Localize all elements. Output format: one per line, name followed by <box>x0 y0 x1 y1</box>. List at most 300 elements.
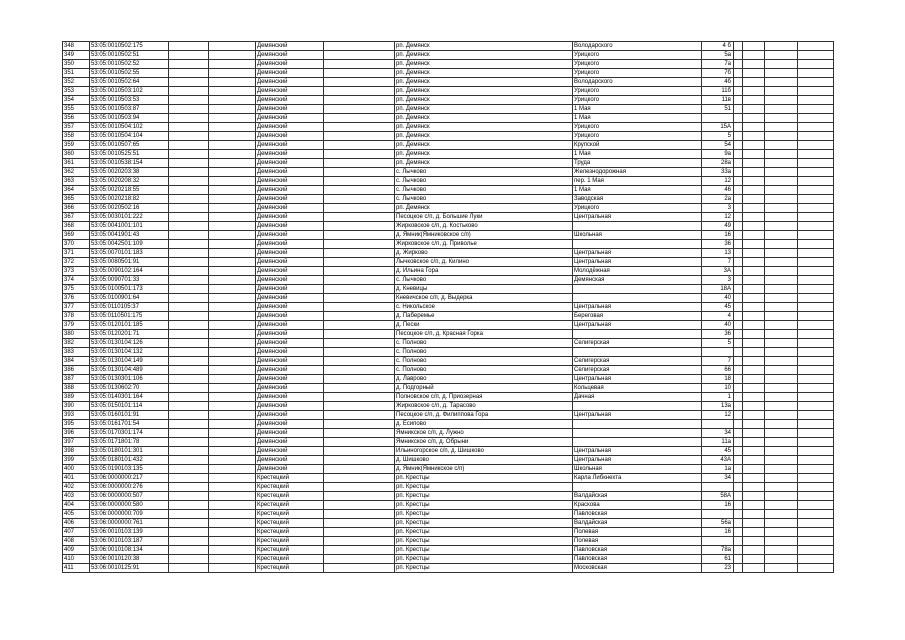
empty-cell <box>765 105 798 114</box>
house-number-cell <box>702 537 734 546</box>
district-cell: Демянский <box>256 159 324 168</box>
empty-cell <box>209 177 256 186</box>
table-row <box>63 276 834 285</box>
empty-cell <box>324 294 395 303</box>
empty-cell <box>798 492 834 501</box>
empty-cell <box>743 141 765 150</box>
empty-cell <box>765 123 798 132</box>
district-cell: Демянский <box>256 150 324 159</box>
empty-cell <box>765 330 798 339</box>
locality-cell: д. Кневицы <box>395 285 573 294</box>
empty-cell <box>734 159 743 168</box>
empty-cell <box>798 537 834 546</box>
table-row <box>63 168 834 177</box>
district-cell: Демянский <box>256 42 324 51</box>
cadastral-number-cell: 53:05:0110105:37 <box>90 303 169 312</box>
empty-cell <box>169 537 209 546</box>
empty-cell <box>743 555 765 564</box>
row-number-cell: 366 <box>63 204 90 213</box>
cadastral-number-cell: 53:05:0120201:71 <box>90 330 169 339</box>
empty-cell <box>209 492 256 501</box>
district-cell: Крестецкий <box>256 564 324 573</box>
empty-cell <box>798 456 834 465</box>
house-number-cell <box>702 420 734 429</box>
empty-cell <box>324 42 395 51</box>
empty-cell <box>734 168 743 177</box>
row-number-cell: 401 <box>63 474 90 483</box>
locality-cell: д. Паберемье <box>395 312 573 321</box>
empty-cell <box>765 402 798 411</box>
empty-cell <box>324 321 395 330</box>
table-row <box>63 537 834 546</box>
cadastral-number-cell: 53:05:0010503:102 <box>90 87 169 96</box>
empty-cell <box>743 465 765 474</box>
empty-cell <box>324 195 395 204</box>
empty-cell <box>743 564 765 573</box>
row-number-cell: 384 <box>63 357 90 366</box>
empty-cell <box>169 357 209 366</box>
empty-cell <box>169 105 209 114</box>
locality-cell: рп. Демянск <box>395 123 573 132</box>
empty-cell <box>734 537 743 546</box>
empty-cell <box>209 321 256 330</box>
empty-cell <box>743 438 765 447</box>
house-number-cell: 5 <box>702 132 734 141</box>
empty-cell <box>169 78 209 87</box>
locality-cell: Жирковское с/п, д. Костьково <box>395 222 573 231</box>
empty-cell <box>169 519 209 528</box>
empty-cell <box>765 519 798 528</box>
cadastral-number-cell: 53:05:0170301:174 <box>90 429 169 438</box>
row-number-cell: 353 <box>63 87 90 96</box>
cadastral-number-cell: 53:05:0010507:65 <box>90 141 169 150</box>
house-number-cell: 16 <box>702 231 734 240</box>
empty-cell <box>209 123 256 132</box>
row-number-cell: 404 <box>63 501 90 510</box>
empty-cell <box>324 150 395 159</box>
row-number-cell: 365 <box>63 195 90 204</box>
empty-cell <box>324 303 395 312</box>
district-cell: Демянский <box>256 420 324 429</box>
house-number-cell: 12 <box>702 213 734 222</box>
row-number-cell: 352 <box>63 78 90 87</box>
empty-cell <box>765 357 798 366</box>
locality-cell: д. Пески <box>395 321 573 330</box>
street-cell: Центральная <box>573 303 702 312</box>
empty-cell <box>324 483 395 492</box>
house-number-cell: 36 <box>702 240 734 249</box>
empty-cell <box>798 258 834 267</box>
empty-cell <box>765 375 798 384</box>
table-row <box>63 249 834 258</box>
district-cell: Крестецкий <box>256 474 324 483</box>
locality-cell: с. Лычково <box>395 177 573 186</box>
house-number-cell: 45 <box>702 303 734 312</box>
empty-cell <box>798 339 834 348</box>
house-number-cell: 3 <box>702 276 734 285</box>
street-cell: Заводская <box>573 195 702 204</box>
cadastral-number-cell: 53:05:0010525:51 <box>90 150 169 159</box>
cadastral-number-cell: 53:05:0110501:175 <box>90 312 169 321</box>
empty-cell <box>209 78 256 87</box>
empty-cell <box>209 141 256 150</box>
empty-cell <box>169 60 209 69</box>
table-row <box>63 528 834 537</box>
empty-cell <box>765 96 798 105</box>
empty-cell <box>209 501 256 510</box>
empty-cell <box>324 537 395 546</box>
empty-cell <box>765 339 798 348</box>
empty-cell <box>765 429 798 438</box>
locality-cell: Лычковское с/п, д. Килино <box>395 258 573 267</box>
street-cell: Володарского <box>573 42 702 51</box>
empty-cell <box>209 330 256 339</box>
empty-cell <box>798 195 834 204</box>
locality-cell: Ильиногорское с/п, д. Шишково <box>395 447 573 456</box>
cadastral-number-cell: 53:05:0010502:55 <box>90 69 169 78</box>
locality-cell: Полновское с/п, д. Приозерная <box>395 393 573 402</box>
empty-cell <box>734 546 743 555</box>
locality-cell: рп. Крестцы <box>395 483 573 492</box>
street-cell: Урицкого <box>573 123 702 132</box>
empty-cell <box>209 150 256 159</box>
district-cell: Демянский <box>256 276 324 285</box>
street-cell: Полевая <box>573 528 702 537</box>
empty-cell <box>765 114 798 123</box>
street-cell: 1 Мая <box>573 114 702 123</box>
locality-cell: с. Лычково <box>395 195 573 204</box>
empty-cell <box>734 141 743 150</box>
house-number-cell: 13а <box>702 402 734 411</box>
empty-cell <box>734 204 743 213</box>
empty-cell <box>734 267 743 276</box>
house-number-cell: 61 <box>702 555 734 564</box>
empty-cell <box>324 528 395 537</box>
empty-cell <box>765 213 798 222</box>
table-row <box>63 510 834 519</box>
table-row <box>63 213 834 222</box>
table-row <box>63 294 834 303</box>
empty-cell <box>798 357 834 366</box>
locality-cell: рп. Демянск <box>395 42 573 51</box>
street-cell <box>573 429 702 438</box>
empty-cell <box>169 375 209 384</box>
cadastral-number-cell: 53:06:0000000:709 <box>90 510 169 519</box>
locality-cell: Песоцкое с/п, д. Филиппова Гора <box>395 411 573 420</box>
empty-cell <box>169 555 209 564</box>
empty-cell <box>765 366 798 375</box>
empty-cell <box>765 141 798 150</box>
cadastral-number-cell: 53:06:0010108:134 <box>90 546 169 555</box>
house-number-cell: 13 <box>702 249 734 258</box>
empty-cell <box>765 303 798 312</box>
cadastral-number-cell: 53:05:0100901:64 <box>90 294 169 303</box>
row-number-cell: 387 <box>63 375 90 384</box>
empty-cell <box>209 312 256 321</box>
empty-cell <box>324 159 395 168</box>
empty-cell <box>743 528 765 537</box>
empty-cell <box>169 249 209 258</box>
street-cell: Школьная <box>573 231 702 240</box>
empty-cell <box>169 114 209 123</box>
empty-cell <box>734 285 743 294</box>
locality-cell: рп. Демянск <box>395 132 573 141</box>
table-row <box>63 42 834 51</box>
empty-cell <box>209 276 256 285</box>
empty-cell <box>169 51 209 60</box>
empty-cell <box>798 393 834 402</box>
empty-cell <box>324 384 395 393</box>
empty-cell <box>734 465 743 474</box>
table-row <box>63 348 834 357</box>
cadastral-number-cell: 53:05:0190103:135 <box>90 465 169 474</box>
table-row <box>63 60 834 69</box>
locality-cell: Жирковское с/п, д. Тарасово <box>395 402 573 411</box>
empty-cell <box>798 231 834 240</box>
empty-cell <box>324 519 395 528</box>
cadastral-number-cell: 53:05:0010502:52 <box>90 60 169 69</box>
locality-cell: Песоцкое с/п, д. Большие Луки <box>395 213 573 222</box>
empty-cell <box>743 429 765 438</box>
empty-cell <box>734 393 743 402</box>
locality-cell: рп. Демянск <box>395 60 573 69</box>
empty-cell <box>743 78 765 87</box>
empty-cell <box>743 105 765 114</box>
street-cell: Железнодорожная <box>573 168 702 177</box>
empty-cell <box>743 519 765 528</box>
empty-cell <box>743 204 765 213</box>
house-number-cell: 7 <box>702 258 734 267</box>
row-number-cell: 411 <box>63 564 90 573</box>
empty-cell <box>209 249 256 258</box>
empty-cell <box>209 69 256 78</box>
street-cell: Селигерская <box>573 339 702 348</box>
empty-cell <box>209 285 256 294</box>
empty-cell <box>734 51 743 60</box>
cadastral-number-cell: 53:05:0010502:175 <box>90 42 169 51</box>
street-cell: Валдайская <box>573 519 702 528</box>
table-row <box>63 231 834 240</box>
empty-cell <box>765 87 798 96</box>
empty-cell <box>209 519 256 528</box>
district-cell: Демянский <box>256 222 324 231</box>
empty-cell <box>743 240 765 249</box>
empty-cell <box>765 186 798 195</box>
empty-cell <box>798 303 834 312</box>
house-number-cell: 46 <box>702 186 734 195</box>
empty-cell <box>743 357 765 366</box>
empty-cell <box>734 231 743 240</box>
empty-cell <box>169 411 209 420</box>
table-row <box>63 285 834 294</box>
empty-cell <box>209 384 256 393</box>
district-cell: Демянский <box>256 339 324 348</box>
house-number-cell: 3 <box>702 204 734 213</box>
table-row <box>63 177 834 186</box>
street-cell <box>573 330 702 339</box>
table-row <box>63 555 834 564</box>
locality-cell: д. Шишково <box>395 456 573 465</box>
empty-cell <box>324 393 395 402</box>
cadastral-number-cell: 53:05:0042501:109 <box>90 240 169 249</box>
empty-cell <box>734 105 743 114</box>
empty-cell <box>169 141 209 150</box>
street-cell: Урицкого <box>573 96 702 105</box>
street-cell: Школьная <box>573 465 702 474</box>
cadastral-number-cell: 53:05:0030101:222 <box>90 213 169 222</box>
empty-cell <box>765 204 798 213</box>
empty-cell <box>798 177 834 186</box>
empty-cell <box>798 267 834 276</box>
cadastral-number-cell: 53:06:0000000:507 <box>90 492 169 501</box>
row-number-cell: 373 <box>63 267 90 276</box>
empty-cell <box>798 60 834 69</box>
street-cell: Селигерская <box>573 366 702 375</box>
empty-cell <box>743 168 765 177</box>
locality-cell: рп. Демянск <box>395 204 573 213</box>
empty-cell <box>798 465 834 474</box>
house-number-cell: 3А <box>702 267 734 276</box>
locality-cell: рп. Крестцы <box>395 501 573 510</box>
street-cell: 1 Мая <box>573 186 702 195</box>
empty-cell <box>209 357 256 366</box>
district-cell: Крестецкий <box>256 519 324 528</box>
street-cell: Демянская <box>573 276 702 285</box>
empty-cell <box>798 69 834 78</box>
empty-cell <box>169 492 209 501</box>
street-cell: Центральная <box>573 321 702 330</box>
locality-cell: Ямникское с/п, д. Обрыни <box>395 438 573 447</box>
empty-cell <box>765 60 798 69</box>
district-cell: Демянский <box>256 366 324 375</box>
empty-cell <box>209 375 256 384</box>
house-number-cell: 66 <box>702 366 734 375</box>
empty-cell <box>209 465 256 474</box>
empty-cell <box>324 87 395 96</box>
empty-cell <box>743 321 765 330</box>
empty-cell <box>765 51 798 60</box>
row-number-cell: 402 <box>63 483 90 492</box>
table-row <box>63 339 834 348</box>
empty-cell <box>765 132 798 141</box>
house-number-cell: 40 <box>702 321 734 330</box>
empty-cell <box>209 159 256 168</box>
empty-cell <box>324 60 395 69</box>
empty-cell <box>209 294 256 303</box>
empty-cell <box>169 402 209 411</box>
empty-cell <box>169 276 209 285</box>
empty-cell <box>324 555 395 564</box>
empty-cell <box>734 438 743 447</box>
empty-cell <box>209 96 256 105</box>
spreadsheet <box>62 41 833 573</box>
empty-cell <box>743 294 765 303</box>
locality-cell: рп. Демянск <box>395 114 573 123</box>
empty-cell <box>734 501 743 510</box>
empty-cell <box>169 312 209 321</box>
empty-cell <box>765 150 798 159</box>
district-cell: Демянский <box>256 411 324 420</box>
empty-cell <box>798 285 834 294</box>
district-cell: Демянский <box>256 213 324 222</box>
street-cell: 1 Мая <box>573 105 702 114</box>
empty-cell <box>798 312 834 321</box>
empty-cell <box>743 258 765 267</box>
house-number-cell: 45 <box>702 447 734 456</box>
row-number-cell: 388 <box>63 384 90 393</box>
empty-cell <box>169 87 209 96</box>
empty-cell <box>324 132 395 141</box>
cadastral-number-cell: 53:05:0020502:16 <box>90 204 169 213</box>
empty-cell <box>734 357 743 366</box>
locality-cell: Кневичское с/п, д. Выдерка <box>395 294 573 303</box>
empty-cell <box>169 384 209 393</box>
cadastral-number-cell: 53:05:0010504:102 <box>90 123 169 132</box>
empty-cell <box>743 285 765 294</box>
empty-cell <box>169 456 209 465</box>
empty-cell <box>169 321 209 330</box>
locality-cell: рп. Крестцы <box>395 474 573 483</box>
cadastral-number-cell: 53:05:0010503:53 <box>90 96 169 105</box>
locality-cell: рп. Крестцы <box>395 519 573 528</box>
empty-cell <box>798 402 834 411</box>
row-number-cell: 378 <box>63 312 90 321</box>
empty-cell <box>209 42 256 51</box>
empty-cell <box>169 69 209 78</box>
empty-cell <box>798 123 834 132</box>
empty-cell <box>798 132 834 141</box>
street-cell <box>573 240 702 249</box>
empty-cell <box>765 348 798 357</box>
street-cell: Володарского <box>573 78 702 87</box>
locality-cell: с. Лычково <box>395 168 573 177</box>
empty-cell <box>798 510 834 519</box>
empty-cell <box>734 114 743 123</box>
empty-cell <box>169 420 209 429</box>
street-cell: Центральная <box>573 456 702 465</box>
row-number-cell: 399 <box>63 456 90 465</box>
table-row <box>63 114 834 123</box>
empty-cell <box>734 483 743 492</box>
house-number-cell: 10 <box>702 384 734 393</box>
district-cell: Демянский <box>256 393 324 402</box>
table-row <box>63 78 834 87</box>
street-cell: Селигерская <box>573 357 702 366</box>
empty-cell <box>765 474 798 483</box>
street-cell: Краскова <box>573 501 702 510</box>
empty-cell <box>169 483 209 492</box>
locality-cell: д. Есипово <box>395 420 573 429</box>
empty-cell <box>765 267 798 276</box>
empty-cell <box>169 195 209 204</box>
house-number-cell: 7а <box>702 60 734 69</box>
empty-cell <box>765 321 798 330</box>
empty-cell <box>798 96 834 105</box>
cadastral-number-cell: 53:06:0000000:276 <box>90 483 169 492</box>
locality-cell: д. Жирково <box>395 249 573 258</box>
empty-cell <box>734 339 743 348</box>
table-row <box>63 87 834 96</box>
empty-cell <box>324 267 395 276</box>
empty-cell <box>765 393 798 402</box>
empty-cell <box>734 303 743 312</box>
empty-cell <box>209 168 256 177</box>
street-cell <box>573 438 702 447</box>
district-cell: Демянский <box>256 204 324 213</box>
empty-cell <box>169 429 209 438</box>
empty-cell <box>169 447 209 456</box>
empty-cell <box>798 546 834 555</box>
